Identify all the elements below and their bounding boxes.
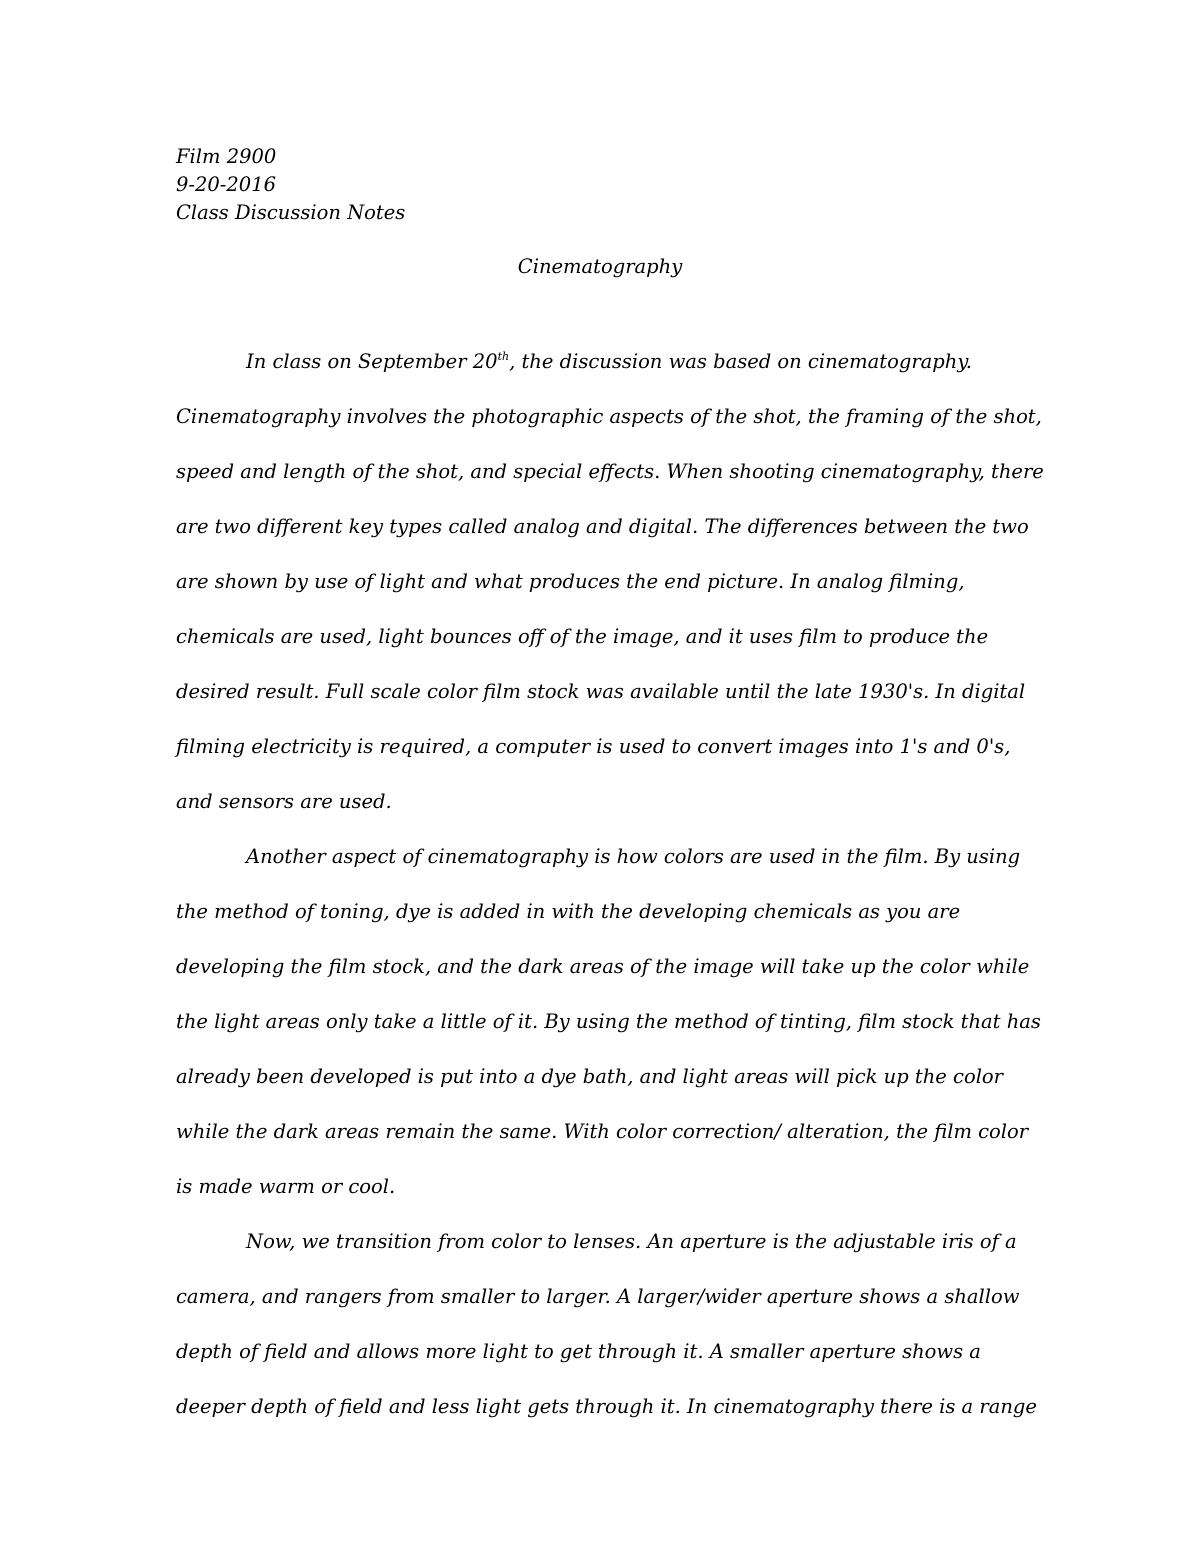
paragraph-1-line-9: and sensors are used. [176, 790, 392, 813]
doc-type-line: Class Discussion Notes [176, 201, 406, 224]
document-header [176, 143, 405, 227]
paragraph-3-line-4: deeper depth of field and less light gets through it. In cinematography there is a range [176, 1395, 1037, 1418]
paragraph-1-line-2: Cinematography involves the photographic aspects of the shot, the framing of the shot, [176, 405, 1042, 428]
paragraph-2-line-1: Another aspect of cinematography is how colors are used in the film. By using [246, 845, 1021, 868]
paragraph-2-line-2: the method of toning, dye is added in with the developing chemicals as you are [176, 900, 961, 923]
paragraph-1-line-6: chemicals are used, light bounces off of the image, and it uses film to produce the [176, 625, 989, 648]
paragraph-3-line-3: depth of field and allows more light to get through it. A smaller aperture shows a [176, 1340, 981, 1363]
document-title: Cinematography [517, 255, 683, 278]
paragraph-1-line-3: speed and length of the shot, and special effects. When shooting cinematography, there [176, 460, 1044, 483]
paragraph-3-line-2: camera, and rangers from smaller to larger. A larger/wider aperture shows a shallow [176, 1285, 1020, 1308]
course-line: Film 2900 [176, 145, 277, 168]
paragraph-2-line-6: while the dark areas remain the same. With color correction/ alteration, the film color [176, 1120, 1029, 1143]
paragraph-1-line-5: are shown by use of light and what produces the end picture. In analog filming, [176, 570, 965, 593]
paragraph-1-line-8: filming electricity is required, a computer is used to convert images into 1's and 0's, [176, 735, 1011, 758]
paragraph-2-line-4: the light areas only take a little of it. By using the method of tinting, film stock that has [176, 1010, 1041, 1033]
paragraph-1-line-7: desired result. Full scale color film stock was available until the late 1930's. In digital [176, 680, 1026, 703]
paragraph-1-line-1: In class on September 20th, the discussion was based on cinematography. [246, 350, 972, 373]
paragraph-2-line-3: developing the film stock, and the dark areas of the image will take up the color while [176, 955, 1030, 978]
document-body [176, 334, 1044, 1434]
ordinal-suffix: th [497, 350, 510, 363]
paragraph-2-line-7: is made warm or cool. [176, 1175, 396, 1198]
paragraph-2-line-5: already been developed is put into a dye bath, and light areas will pick up the color [176, 1065, 1003, 1088]
paragraph-3-line-1: Now, we transition from color to lenses. An aperture is the adjustable iris of a [246, 1230, 1017, 1253]
date-line: 9-20-2016 [176, 173, 277, 196]
paragraph-1-line-4: are two different key types called analog and digital. The differences between the two [176, 515, 1029, 538]
